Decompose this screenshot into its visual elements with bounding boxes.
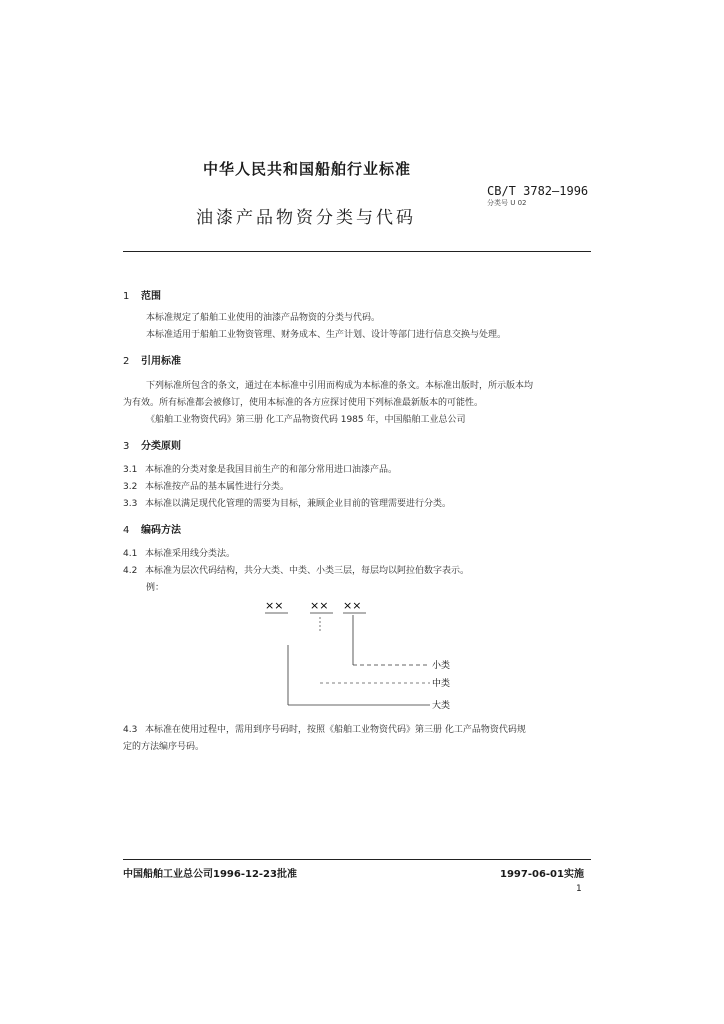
clause-4-3: [123, 722, 526, 735]
clause-number: 4.3: [123, 725, 138, 735]
clause-4-1: [123, 546, 235, 559]
clause-text: 本标准的分类对象是我国目前生产的和部分常用进口油漆产品。: [145, 465, 398, 475]
section-title: 范围: [141, 291, 161, 302]
example-label: 例：: [146, 583, 165, 593]
clause-text: 本标准为层次代码结构，共分大类、中类、小类三层，每层均以阿拉伯数字表示。: [145, 566, 470, 576]
label-minor-category: 小类: [432, 661, 451, 671]
section-1-paragraph-1: 本标准规定了船舶工业使用的油漆产品物资的分类与代码。: [146, 313, 381, 323]
clause-4-2: [123, 563, 469, 576]
section-4-heading: [123, 521, 181, 536]
section-2-paragraph-1b: 为有效。所有标准都会被修订，使用本标准的各方应探讨使用下列标准最新版本的可能性。: [123, 398, 484, 408]
clause-3-1: [123, 462, 397, 475]
label-major-category: 大类: [432, 701, 451, 711]
section-number: 4: [123, 525, 130, 536]
clause-number: 3.2: [123, 482, 138, 492]
section-number: 2: [123, 356, 130, 367]
clause-number: 3.3: [123, 499, 138, 509]
page-number: 1: [576, 884, 582, 894]
footer-divider: [123, 859, 591, 860]
section-title: 编码方法: [141, 525, 181, 536]
section-3-heading: [123, 437, 181, 452]
section-2-paragraph-1a: 下列标准所包含的条文，通过在本标准中引用而构成为本标准的条文。本标准出版时，所示版本均: [146, 381, 534, 391]
clause-3-3: [123, 496, 451, 509]
effective-date: 1997-06-01实施: [500, 869, 584, 880]
clause-text: 本标准按产品的基本属性进行分类。: [145, 482, 290, 492]
section-1-paragraph-2: 本标准适用于船舶工业物资管理、财务成本、生产计划、设计等部门进行信息交换与处理。: [146, 330, 507, 340]
code-group-minor: ××: [343, 599, 362, 612]
standard-code: CB/T 3782—1996: [487, 184, 589, 198]
section-2-reference: 《船舶工业物资代码》第三册 化工产品物资代码 1985 年，中国船舶工业总公司: [146, 415, 466, 425]
code-group-major: ××: [265, 599, 284, 612]
issued-by: 中国船舶工业总公司1996-12-23批准: [123, 869, 297, 880]
clause-text: 本标准采用线分类法。: [145, 549, 236, 559]
clause-number: 3.1: [123, 465, 138, 475]
section-title: 分类原则: [141, 441, 181, 452]
clause-3-2: [123, 479, 289, 492]
label-medium-category: 中类: [432, 679, 451, 689]
clause-4-3-line-2: 定的方法编序号码。: [123, 742, 205, 752]
code-structure-diagram: [200, 595, 500, 715]
document-title: 油漆产品物资分类与代码: [196, 208, 416, 228]
section-number: 1: [123, 291, 130, 302]
section-1-heading: [123, 287, 161, 302]
code-group-medium: ××: [310, 599, 329, 612]
clause-number: 4.1: [123, 549, 138, 559]
standard-title: 中华人民共和国船舶行业标准: [203, 160, 412, 178]
header-divider: [123, 251, 591, 252]
clause-number: 4.2: [123, 566, 138, 576]
class-number: 分类号 U 02: [487, 199, 527, 207]
section-title: 引用标准: [141, 356, 181, 367]
clause-text: 本标准以满足现代化管理的需要为目标，兼顾企业目前的管理需要进行分类。: [145, 499, 452, 509]
section-number: 3: [123, 441, 130, 452]
section-2-heading: [123, 352, 181, 367]
clause-text-line-1: 本标准在使用过程中，需用到序号码时，按照《船舶工业物资代码》第三册 化工产品物资代码规: [145, 725, 526, 735]
